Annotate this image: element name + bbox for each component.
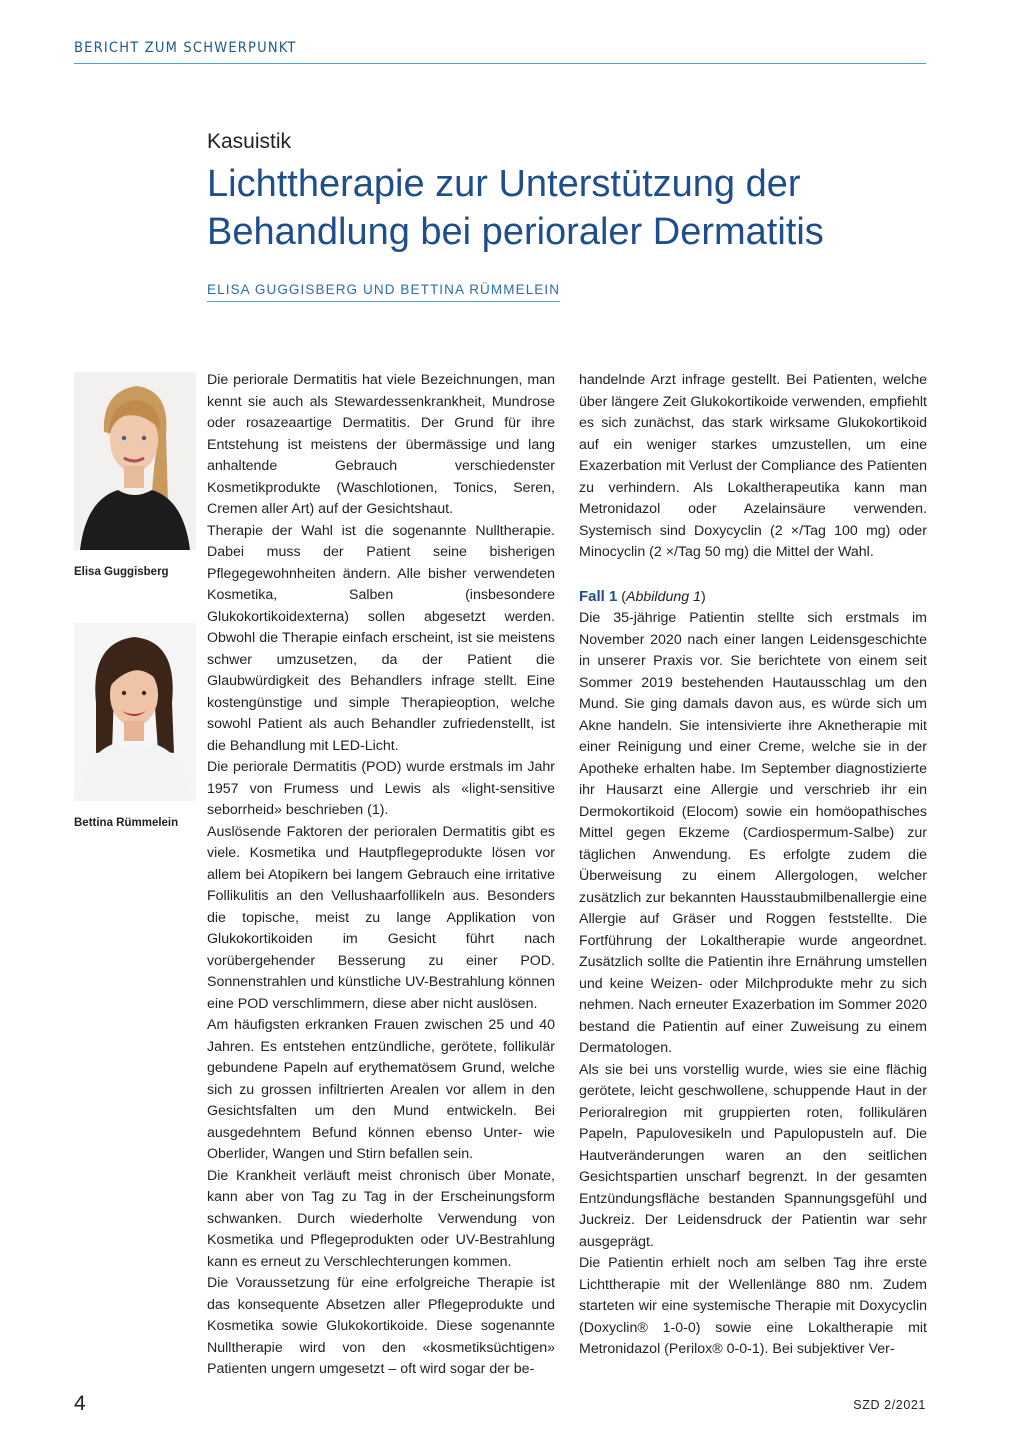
case-figure-ref: Abbildung 1 — [626, 588, 701, 605]
text-column-2 — [579, 370, 927, 1361]
author-photo-elisa-guggisberg — [74, 372, 196, 550]
case-heading — [579, 586, 927, 609]
photo-caption: Bettina Rümmelein — [74, 817, 179, 829]
page-number: 4 — [74, 1392, 86, 1415]
photo-caption: Elisa Guggisberg — [74, 566, 169, 578]
paragraph: Die Voraussetzung für eine erfolgreiche Therapie ist das konsequente Absetzen aller Pflegeprodukte und Kosmetika sowie Glukokortikoide. Diese sogenannte Nulltherapie wird von den «kosmetiksüchtigen» Patienten ungern umgesetzt – oft wird sogar der be- — [207, 1275, 555, 1377]
paragraph: Die 35-jährige Patientin stellte sich erstmals im November 2020 nach einer langen Leidensgeschichte in unserer Praxis vor. Sie berichtete von einem seit Sommer 2019 bestehenden Hautausschlag um den Mund. Sie ging damals davon aus, es würde sich um Akne handeln. Sie intensivierte ihre Aknetherapie mit einer Reinigung und einer Creme, welche sie in der Apotheke erhalten habe. Im September diagnostizierte ihr Hausarzt eine Allergie und verschrieb ihr ein Dermokortikoid (Elocom) sowie ein homöopathisches Mittel gegen Ekzeme (Cardiospermum-Salbe) zur täglichen Anwendung. Es erfolgte zudem die Überweisung zu einem Allergologen, welcher zusätzlich zur bekannten Hausstaubmilbenallergie eine Allergie auf Gräser und Roggen feststellte. Die Fortführung der Lokaltherapie wurde angeordnet. Zusätzlich sollte die Patientin ihre Ernährung umstellen und keine Weizen- oder Milchprodukte mehr zu sich nehmen. Nach erneuter Exazerbation im Sommer 2020 bestand die Patientin auf einer Zuweisung zu einem Dermatologen. — [579, 610, 927, 1056]
issue-label: SZD 2/2021 — [853, 1398, 926, 1412]
article-kicker: Kasuistik — [207, 130, 292, 153]
article-title: Lichttherapie zur Unterstützung der Behandlung bei perioraler Dermatitis — [207, 163, 824, 253]
case-ref-close: ) — [700, 588, 706, 605]
paragraph: Am häufigsten erkranken Frauen zwischen 25 und 40 Jahren. Es entstehen entzündliche, gerötete, follikulär gebundene Papeln auf erythematösem Grund, welche sich zu grossen infiltrierten Arealen vor allem in den Gesichtsfalten um den Mund entwickeln. Bei ausgedehntem Befund können ebenso Unter- wie Oberlider, Wangen und Stirn befallen sein. — [207, 1017, 555, 1162]
case-ref-open: ( — [617, 588, 627, 605]
paragraph: handelnde Arzt infrage gestellt. Bei Patienten, welche über längere Zeit Glukokortikoide verwenden, empfiehlt es sich zunächst, das stark wirksame Glukokortikoid auf ein weniger starkes umzustellen, um eine Exazerbation mit Verlust der Compliance des Patienten zu verhindern. Als Lokaltherapeutika kann man Metronidazol oder Azelainsäure verwenden. Systemisch sind Doxycyclin (2 ×/Tag 100 mg) oder Minocyclin (2 ×/Tag 50 mg) die Mittel der Wahl. — [579, 372, 927, 560]
paragraph: Auslösende Faktoren der perioralen Dermatitis gibt es viele. Kosmetika und Hautpflegeprodukte lösen vor allem bei Atopikern bei langem Gebrauch eine irritative Follikulitis an den Vellushaarfollikeln aus. Besonders die topische, meist zu lange Applikation von Glukokortikoiden im Gesicht führt nach vorübergehender Besserung zu einer POD. Sonnenstrahlen und künstliche UV-Bestrahlung können eine POD verschlimmern, diese aber nicht auslösen. — [207, 823, 555, 1012]
paragraph: Die Patientin erhielt noch am selben Tag ihre erste Lichttherapie mit der Wellenlänge 880 nm. Zudem starteten wir eine systemische Therapie mit Doxycyclin (Doxyclin® 1-0-0) sowie eine Lokaltherapie mit Metronidazol (Perilox® 0-0-1). Bei subjektiver Ver- — [579, 1255, 927, 1357]
header-divider — [74, 63, 926, 64]
paragraph: Therapie der Wahl ist die sogenannte Nulltherapie. Dabei muss der Patient seine bisherigen Pflegegewohnheiten ändern. Alle bisher verwendeten Kosmetika, Salben (insbesondere Glukokortikoidexterna) sollen abgesetzt werden. Obwohl die Therapie einfach erscheint, ist sie meistens schwer umzusetzen, da der Patient die Glaubwürdigkeit des Behandlers infrage stellt. Eine kostengünstige und simple Therapieoption, welche sowohl Patient als auch Behandler zufriedenstellt, ist die Behandlung mit LED-Licht. — [207, 522, 555, 754]
paragraph: Als sie bei uns vorstellig wurde, wies sie eine flächig gerötete, leicht geschwollene, schuppende Haut in der Perioralregion mit gruppierten roten, follikulären Papeln, Papulovesikeln und Papulopusteln auf. Die Hautveränderungen waren an den seitlichen Gesichtspartien unscharf begrenzt. In der gesamten Entzündungsfläche bestanden Spannungsgefühl und Juckreiz. Der Leidensdruck der Patientin war sehr ausgeprägt. — [579, 1061, 927, 1250]
case-title: Fall 1 — [579, 587, 618, 605]
article-authors: ELISA GUGGISBERG UND BETTINA RÜMMELEIN — [207, 282, 560, 302]
paragraph: Die periorale Dermatitis hat viele Bezeichnungen, man kennt sie auch als Stewardessenkrankheit, Mundrose oder rosazeaartige Dermatitis. Der Grund für ihre Entstehung ist meistens der übermässige und lang anhaltende Gebrauch verschiedenster Kosmetikprodukte (Waschlotionen, Tonics, Seren, Cremen aller Art) auf der Gesichtshaut. — [207, 372, 555, 517]
paragraph: Die periorale Dermatitis (POD) wurde erstmals im Jahr 1957 von Frumess und Lewis als «light-sensitive seborrheid» beschrieben (1). — [207, 759, 555, 818]
section-header: BERICHT ZUM SCHWERPUNKT — [74, 40, 297, 56]
author-photo-bettina-ruemmelein — [74, 623, 196, 801]
paragraph: Die Krankheit verläuft meist chronisch über Monate, kann aber von Tag zu Tag in der Erscheinungsform schwanken. Durch wiederholte Verwendung von Kosmetika und Pflegeprodukten oder UV-Bestrahlung kann es erneut zu Verschlechterungen kommen. — [207, 1167, 555, 1270]
text-column-1 — [207, 370, 555, 1381]
